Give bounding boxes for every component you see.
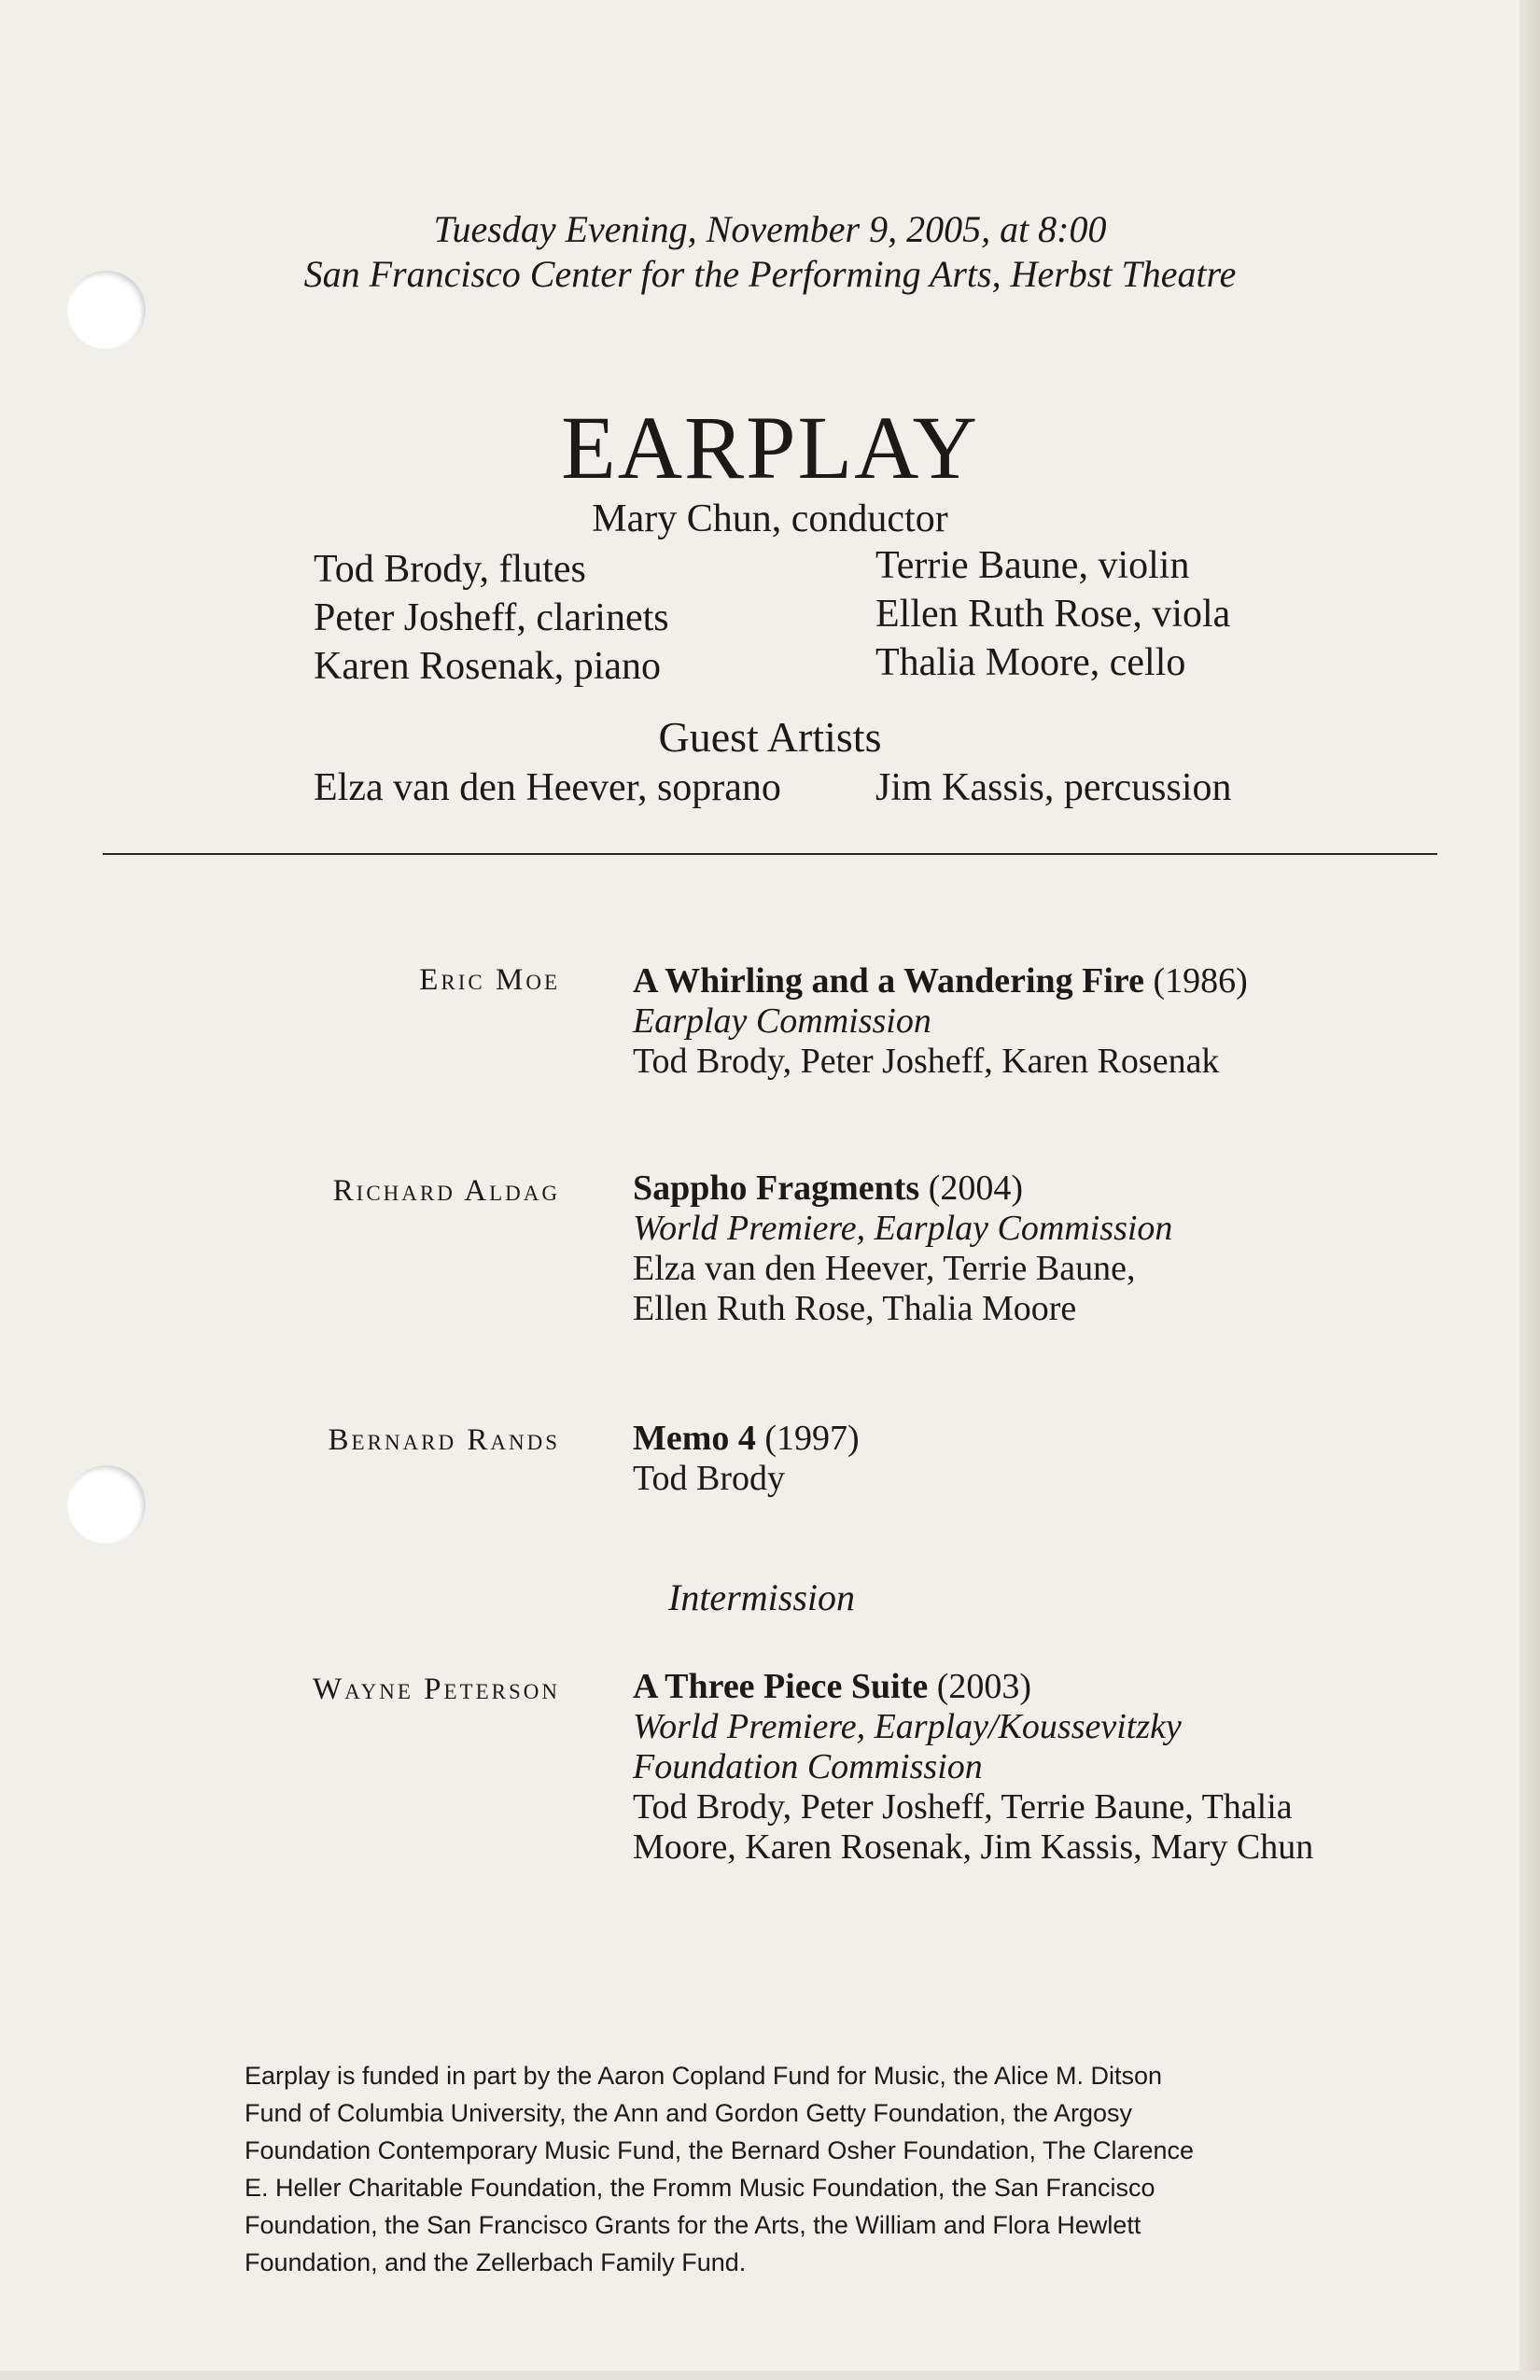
funding-line: Foundation Contemporary Music Fund, the Bernard Osher Foundation, The Clarence [245,2136,1195,2164]
performers: Ellen Ruth Rose, Thalia Moore [633,1289,1077,1328]
punch-hole [67,1465,146,1544]
work-year: (1997) [755,1419,860,1458]
member: Thalia Moore, cello [875,641,1186,684]
member: Tod Brody, flutes [314,548,586,591]
member: Karen Rosenak, piano [314,645,662,688]
ensemble-title: EARPLAY [561,398,979,497]
commission: World Premiere, Earplay/Koussevitzky [633,1707,1182,1746]
composer-name: Bernard Rands [328,1423,560,1457]
commission: World Premiere, Earplay Commission [633,1209,1173,1248]
work-title: A Whirling and a Wandering Fire [633,961,1144,1001]
guest-artist: Elza van den Heever, soprano [314,766,781,809]
funding-line: E. Heller Charitable Foundation, the Fromm Music Foundation, the San Francisco [245,2174,1155,2202]
composer-name: Eric Moe [419,963,560,997]
event-venue: San Francisco Center for the Performing Arts, Herbst Theatre [303,253,1237,295]
commission: Earplay Commission [633,1001,931,1041]
page-edge [1519,0,1540,2380]
work-year: (2004) [919,1169,1024,1208]
funding-line: Foundation, and the Zellerbach Family Fund. [245,2248,747,2276]
conductor: Mary Chun, conductor [592,497,948,540]
performers: Elza van den Heever, Terrie Baune, [633,1249,1136,1288]
work-title: A Three Piece Suite [633,1667,929,1706]
members-left [314,545,669,691]
divider [103,853,1437,855]
program-entry [633,1419,860,1499]
page-edge-bottom [0,2371,1540,2380]
funding-line: Fund of Columbia University, the Ann and Gordon Getty Foundation, the Argosy [245,2099,1133,2127]
members-right [875,541,1230,687]
guest-artists-heading: Guest Artists [658,713,882,761]
event-date: Tuesday Evening, November 9, 2005, at 8:00 [433,208,1107,250]
funding-line: Foundation, the San Francisco Grants for the Arts, the William and Flora Hewlett [245,2211,1141,2239]
member: Peter Josheff, clarinets [314,596,669,639]
performers: Moore, Karen Rosenak, Jim Kassis, Mary Chun [633,1827,1314,1867]
work-year: (2003) [928,1667,1032,1706]
performers: Tod Brody, Peter Josheff, Karen Rosenak [633,1042,1220,1081]
program-entry [633,961,1248,1082]
funding-line: Earplay is funded in part by the Aaron Copland Fund for Music, the Alice M. Ditson [245,2062,1163,2090]
composer-name: Wayne Peterson [312,1673,560,1706]
work-title: Memo 4 [633,1419,756,1458]
composer-name: Richard Aldag [332,1174,560,1208]
performers: Tod Brody [633,1459,786,1498]
program-entry [633,1667,1313,1868]
commission: Foundation Commission [633,1747,983,1786]
member: Ellen Ruth Rose, viola [875,593,1231,636]
work-title: Sappho Fragments [633,1169,920,1208]
performers: Tod Brody, Peter Josheff, Terrie Baune, Thalia [633,1787,1293,1827]
work-year: (1986) [1143,961,1248,1001]
guest-artist: Jim Kassis, percussion [875,766,1232,809]
intermission: Intermission [668,1576,855,1618]
event-info [0,207,1540,297]
funding-statement [245,2057,1301,2281]
program-entry [633,1169,1172,1329]
member: Terrie Baune, violin [875,544,1190,587]
